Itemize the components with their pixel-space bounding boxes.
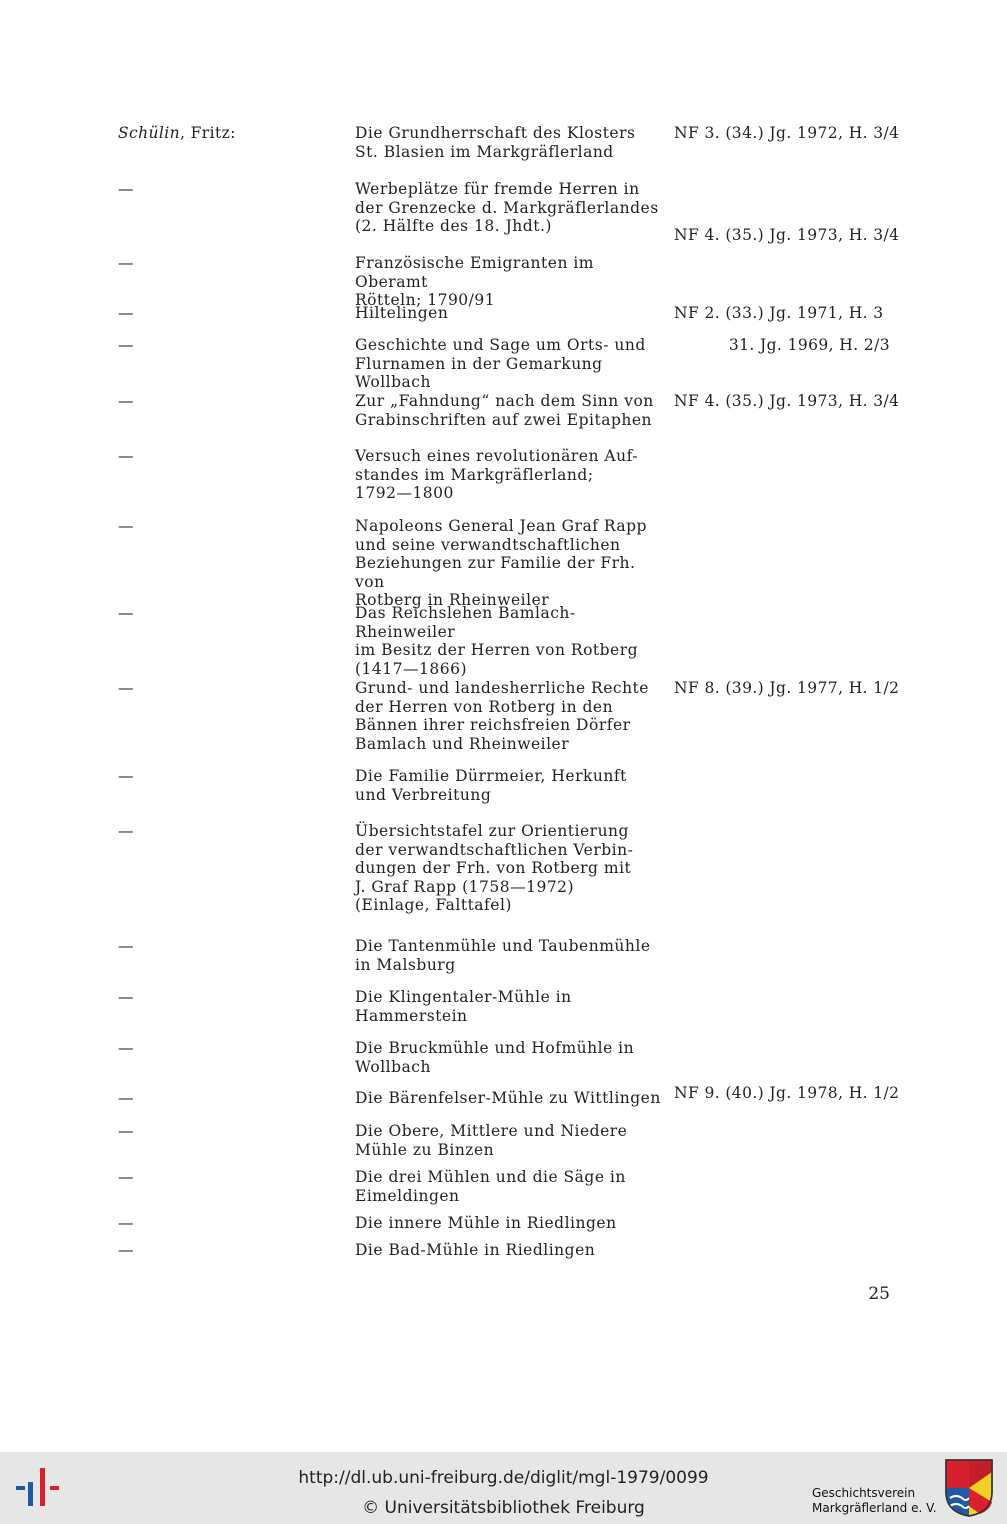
repeat-author-dash: — — [118, 822, 134, 840]
society-name-line2: Markgräflerland e. V. — [812, 1501, 937, 1515]
entry-title: Die drei Mühlen und die Säge in Eimeldingen — [355, 1168, 626, 1205]
copyright-notice: © Universitätsbibliothek Freiburg — [362, 1498, 645, 1518]
entry-title: Die Tantenmühle und Taubenmühle in Malsburg — [355, 937, 651, 974]
repeat-author-dash: — — [118, 447, 134, 465]
repeat-author-dash: — — [118, 1168, 134, 1186]
repeat-author-dash: — — [118, 1122, 134, 1140]
entry-reference: NF 4. (35.) Jg. 1973, H. 3/4 — [674, 392, 900, 410]
repeat-author-dash: — — [118, 336, 134, 354]
repeat-author-dash: — — [118, 1214, 134, 1232]
repeat-author-dash: — — [118, 392, 134, 410]
entry-title: Die Obere, Mittlere und Niedere Mühle zu Binzen — [355, 1122, 628, 1159]
entry-title: Übersichtstafel zur Orientierung der verwandtschaftlichen Verbin- dungen der Frh. von Rotberg mit J. Graf Rapp (1758—1972) (Einlage, Falttafel) — [355, 822, 634, 915]
repeat-author-dash: — — [118, 988, 134, 1006]
source-url-link[interactable]: http://dl.ub.uni-freiburg.de/diglit/mgl-1979/0099 — [298, 1468, 709, 1488]
viewer-footer — [0, 1452, 1007, 1524]
repeat-author-dash: — — [118, 937, 134, 955]
entry-title: Die Klingentaler-Mühle in Hammerstein — [355, 988, 572, 1025]
entry-reference: NF 8. (39.) Jg. 1977, H. 1/2 — [674, 679, 900, 697]
repeat-author-dash: — — [118, 679, 134, 697]
repeat-author-dash: — — [118, 517, 134, 535]
entry-title: Das Reichslehen Bamlach-Rheinweiler im Besitz der Herren von Rotberg (1417—1866) — [355, 604, 639, 678]
coat-of-arms-icon — [944, 1458, 994, 1518]
entry-title: Französische Emigranten im Oberamt Rötteln; 1790/91 — [355, 254, 595, 310]
entry-title: Hiltelingen — [355, 304, 449, 322]
entry-reference: NF 2. (33.) Jg. 1971, H. 3 — [674, 304, 884, 322]
repeat-author-dash: — — [118, 767, 134, 785]
author-name: Schülin, Fritz: — [118, 124, 236, 142]
entry-reference: NF 3. (34.) Jg. 1972, H. 3/4 — [674, 124, 900, 142]
entry-title: Die Bärenfelser-Mühle zu Wittlingen — [355, 1089, 661, 1107]
repeat-author-dash: — — [118, 254, 134, 272]
entry-title: Versuch eines revolutionären Auf- standes im Markgräflerland; 1792—1800 — [355, 447, 638, 503]
entry-title: Die Familie Dürrmeier, Herkunft und Verbreitung — [355, 767, 627, 804]
repeat-author-dash: — — [118, 1089, 134, 1107]
repeat-author-dash: — — [118, 1241, 134, 1259]
entry-title: Die Bad-Mühle in Riedlingen — [355, 1241, 596, 1259]
entry-title: Napoleons General Jean Graf Rapp und seine verwandtschaftlichen Beziehungen zur Familie der Frh. von Rotberg in Rheinweiler — [355, 517, 647, 610]
society-name — [812, 1486, 937, 1516]
entry-title: Zur „Fahndung“ nach dem Sinn von Grabinschriften auf zwei Epitaphen — [355, 392, 654, 429]
repeat-author-dash: — — [118, 304, 134, 322]
entry-reference: NF 9. (40.) Jg. 1978, H. 1/2 — [674, 1084, 900, 1102]
repeat-author-dash: — — [118, 180, 134, 198]
page-number: 25 — [868, 1284, 890, 1304]
entry-title: Die innere Mühle in Riedlingen — [355, 1214, 617, 1232]
entry-title: Die Grundherrschaft des Klosters St. Blasien im Markgräflerland — [355, 124, 636, 161]
entry-title: Grund- und landesherrliche Rechte der Herren von Rotberg in den Bännen ihrer reichsfreien Dörfer Bamlach und Rheinweiler — [355, 679, 649, 753]
repeat-author-dash: — — [118, 1039, 134, 1057]
entry-reference: NF 4. (35.) Jg. 1973, H. 3/4 — [674, 226, 900, 244]
repeat-author-dash: — — [118, 604, 134, 622]
society-name-line1: Geschichtsverein — [812, 1486, 916, 1500]
entry-title: Werbeplätze für fremde Herren in der Grenzecke d. Markgräflerlandes (2. Hälfte des 18. Jhdt.) — [355, 180, 659, 236]
entry-title: Die Bruckmühle und Hofmühle in Wollbach — [355, 1039, 635, 1076]
entry-reference: 31. Jg. 1969, H. 2/3 — [728, 336, 890, 354]
entry-title: Geschichte und Sage um Orts- und Flurnamen in der Gemarkung Wollbach — [355, 336, 646, 392]
